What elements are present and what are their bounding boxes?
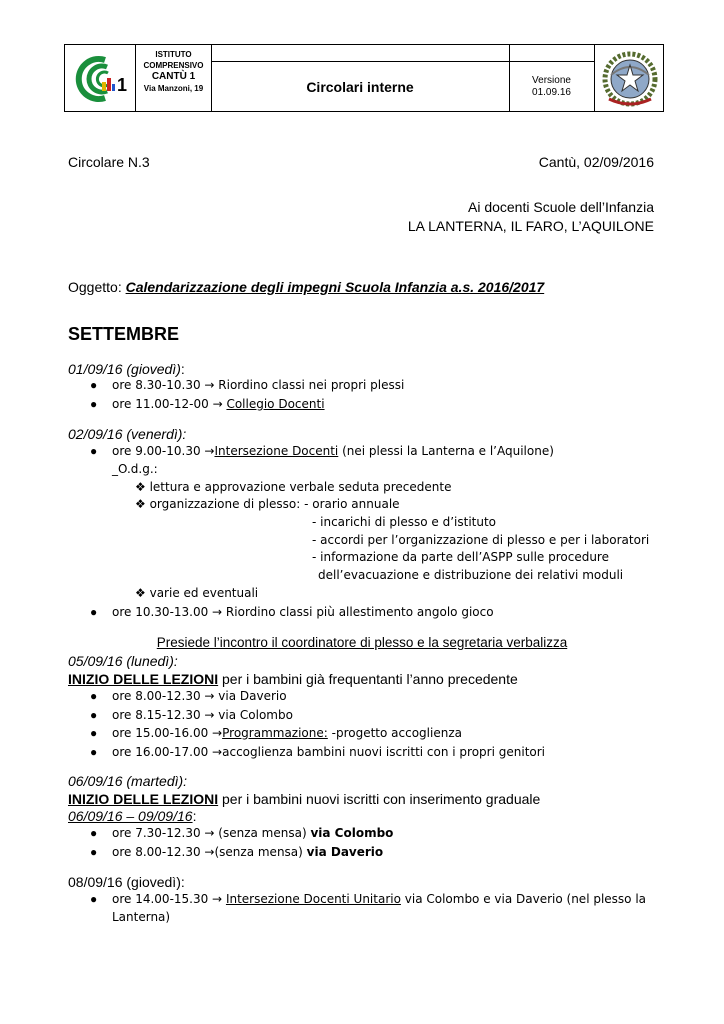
place-date: Cantù, 02/09/2016 (538, 154, 654, 170)
bullet-icon: ● (90, 689, 98, 703)
sub-list-item: ❖ lettura e approvazione verbale seduta precedente (135, 480, 452, 494)
version-label: Versione (532, 75, 571, 86)
bullet-icon: ● (90, 745, 98, 759)
sub-list-item: - informazione da parte dell’ASPP sulle procedure (312, 550, 609, 564)
sub-list-item: - accordi per l’organizzazione di plesso e per i laboratori (312, 533, 650, 547)
bullet-icon: ● (90, 726, 98, 740)
diamond-bullet-icon: ❖ (135, 480, 146, 494)
recipient-line-1: Ai docenti Scuole dell’Infanzia (467, 199, 654, 215)
day-heading-0809: 08/09/16 (giovedì): (68, 874, 185, 890)
version-value: 01.09.16 (532, 87, 571, 98)
bullet-icon: ● (90, 826, 98, 840)
sub-list-item: - incarichi di plesso e d’istituto (312, 515, 497, 529)
presiding-note: Presiede l’incontro il coordinatore di plesso e la segretaria verbalizza (156, 635, 568, 650)
list-item: ore 8.15-12.30 → via Colombo (112, 708, 293, 722)
list-item: ore 15.00-16.00 →Programmazione: -progetto accoglienza (112, 726, 462, 740)
day-heading-0109: 01/09/16 (giovedì): (68, 361, 185, 377)
recipient-line-2: LA LANTERNA, IL FARO, L’AQUILONE (407, 218, 654, 234)
bullet-icon: ● (90, 397, 98, 411)
school-logo-icon (69, 54, 131, 104)
list-item-continuation: Lanterna) (112, 910, 171, 924)
day-heading-0209: 02/09/16 (venerdì): (68, 426, 187, 442)
subject-line (68, 279, 544, 295)
list-item: ore 10.30-13.00 → Riordino classi più allestimento angolo gioco (112, 605, 494, 619)
subject-label: Oggetto: (68, 279, 122, 295)
list-item: ore 11.00-12-00 → Collegio Docenti (112, 397, 325, 411)
school-info: ISTITUTO COMPRENSIVO CANTÙ 1 Via Manzoni, 19 (143, 50, 204, 93)
bullet-icon: ● (90, 444, 98, 458)
list-item: ore 8.30-10.30 → Riordino classi nei propri plessi (112, 378, 405, 392)
header-table (64, 44, 664, 112)
version-box (509, 75, 594, 99)
list-item: ore 8.00-12.30 → via Daverio (112, 689, 287, 703)
day-heading-0509: 05/09/16 (lunedì): (68, 653, 178, 669)
circular-number: Circolare N.3 (68, 154, 150, 170)
list-item: ore 14.00-15.30 → Intersezione Docenti Unitario via Colombo e via Daverio (nel plesso la (112, 892, 647, 906)
bullet-icon: ● (90, 845, 98, 859)
header-title: Circolari interne (306, 79, 414, 95)
subject-text: Calendarizzazione degli impegni Scuola Infanzia a.s. 2016/2017 (125, 279, 545, 295)
bullet-icon: ● (90, 708, 98, 722)
list-item: ore 8.00-12.30 →(senza mensa) via Daverio (112, 845, 384, 859)
diamond-bullet-icon: ❖ (135, 586, 146, 600)
diamond-bullet-icon: ❖ (135, 497, 146, 511)
lessons-start-line: INIZIO DELLE LEZIONI per i bambini già frequentanti l’anno precedente (68, 671, 518, 687)
sub-list-item: ❖ varie ed eventuali (135, 586, 259, 600)
sub-list-item: dell’evacuazione e distribuzione dei relativi moduli (318, 568, 624, 582)
list-item: ore 9.00-10.30 →Intersezione Docenti (nei plessi la Lanterna e l’Aquilone) (112, 444, 554, 458)
month-heading: SETTEMBRE (68, 324, 180, 344)
list-item: ore 16.00-17.00 →accoglienza bambini nuovi iscritti con i propri genitori (112, 745, 546, 759)
lessons-start-line: INIZIO DELLE LEZIONI per i bambini nuovi iscritti con inserimento graduale (68, 791, 541, 807)
bullet-icon: ● (90, 378, 98, 392)
date-range: 06/09/16 – 09/09/16: (68, 808, 197, 824)
bullet-icon: ● (90, 605, 98, 619)
logo-number: 1 (117, 75, 128, 95)
day-heading-0609: 06/09/16 (martedì): (68, 773, 188, 789)
bullet-icon: ● (90, 892, 98, 906)
sub-list-item: ❖ organizzazione di plesso: - orario annuale (135, 497, 400, 511)
republic-emblem-icon (599, 49, 661, 109)
odg-label: _O.d.g.: (112, 462, 158, 476)
list-item: ore 7.30-12.30 → (senza mensa) via Colombo (112, 826, 394, 840)
